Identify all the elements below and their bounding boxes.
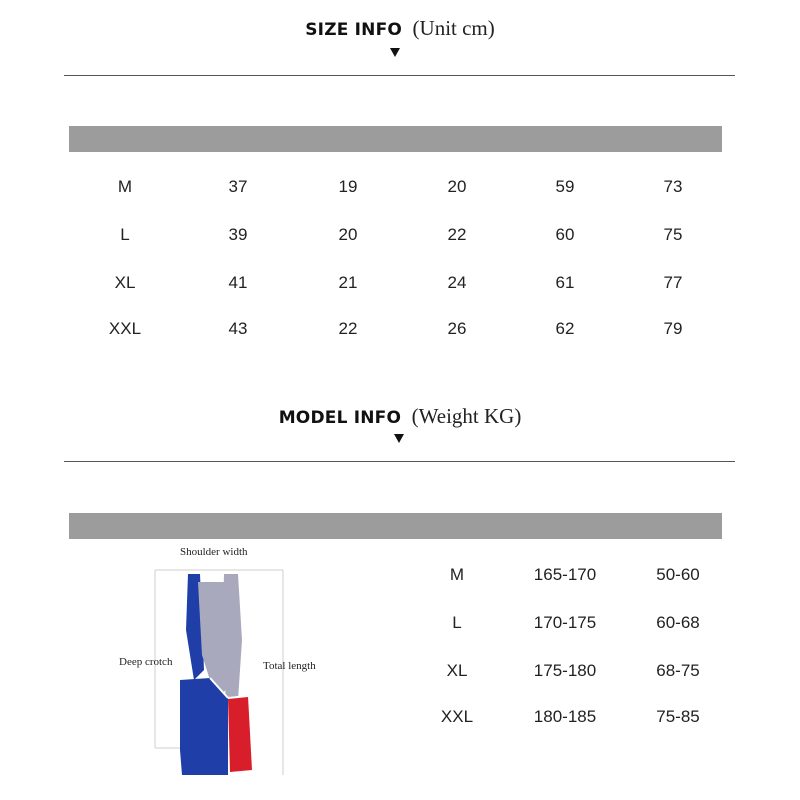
size-info-title: SIZE INFO bbox=[305, 20, 403, 40]
size-info-row-cell: 41 bbox=[228, 273, 248, 292]
size-info-row-cell: 19 bbox=[338, 177, 358, 196]
diagram-label-deep-crotch: Deep crotch bbox=[119, 656, 173, 668]
size-info-row-cell: 24 bbox=[447, 273, 467, 292]
model-info-row-size-label: XL bbox=[446, 661, 468, 680]
model-info-row-cell: 170-175 bbox=[533, 613, 597, 632]
model-info-heading bbox=[0, 404, 800, 429]
model-info-row-size-label: M bbox=[449, 565, 465, 584]
model-info-unit: (Weight KG) bbox=[411, 404, 522, 428]
size-info-unit: (Unit cm) bbox=[412, 16, 495, 40]
model-info-title: MODEL INFO bbox=[278, 408, 402, 428]
model-info-row-size-label: L bbox=[452, 613, 462, 632]
size-info-divider bbox=[64, 75, 735, 76]
model-info-row-size-label: XXL bbox=[440, 707, 474, 726]
size-info-row-size-label: M bbox=[117, 177, 133, 196]
model-info-row-cell: 50-60 bbox=[656, 565, 700, 584]
size-info-heading bbox=[0, 16, 800, 41]
size-info-row-cell: 43 bbox=[228, 319, 248, 338]
size-info-row-cell: 60 bbox=[555, 225, 575, 244]
size-info-row-cell: 26 bbox=[447, 319, 467, 338]
model-info-row-cell: 68-75 bbox=[656, 661, 700, 680]
size-info-row-cell: 20 bbox=[338, 225, 358, 244]
model-info-divider bbox=[64, 461, 735, 462]
size-info-row-cell: 21 bbox=[338, 273, 358, 292]
size-info-row-cell: 77 bbox=[663, 273, 683, 292]
size-info-row-cell: 37 bbox=[228, 177, 248, 196]
size-info-row-cell: 73 bbox=[663, 177, 683, 196]
size-info-row-cell: 79 bbox=[663, 319, 683, 338]
model-info-row-cell: 180-185 bbox=[533, 707, 597, 726]
model-info-row-cell: 75-85 bbox=[656, 707, 700, 726]
size-info-header-bar bbox=[69, 126, 722, 152]
model-info-row-cell: 60-68 bbox=[656, 613, 700, 632]
model-info-header-bar bbox=[69, 513, 722, 539]
size-info-row-size-label: XXL bbox=[108, 319, 142, 338]
bib-shorts-diagram bbox=[150, 560, 290, 785]
size-info-down-arrow-icon bbox=[390, 48, 400, 57]
diagram-label-total-length: Total length bbox=[263, 660, 316, 672]
model-info-row-cell: 175-180 bbox=[533, 661, 597, 680]
size-info-row-cell: 20 bbox=[447, 177, 467, 196]
size-info-row-cell: 62 bbox=[555, 319, 575, 338]
diagram-label-shoulder-width: Shoulder width bbox=[180, 546, 248, 558]
size-info-row-size-label: XL bbox=[114, 273, 136, 292]
size-info-row-cell: 59 bbox=[555, 177, 575, 196]
size-info-row-cell: 61 bbox=[555, 273, 575, 292]
size-info-row-cell: 22 bbox=[338, 319, 358, 338]
size-info-row-cell: 39 bbox=[228, 225, 248, 244]
size-info-row-cell: 22 bbox=[447, 225, 467, 244]
model-info-down-arrow-icon bbox=[394, 434, 404, 443]
size-info-row-cell: 75 bbox=[663, 225, 683, 244]
size-info-row-size-label: L bbox=[120, 225, 130, 244]
model-info-row-cell: 165-170 bbox=[533, 565, 597, 584]
